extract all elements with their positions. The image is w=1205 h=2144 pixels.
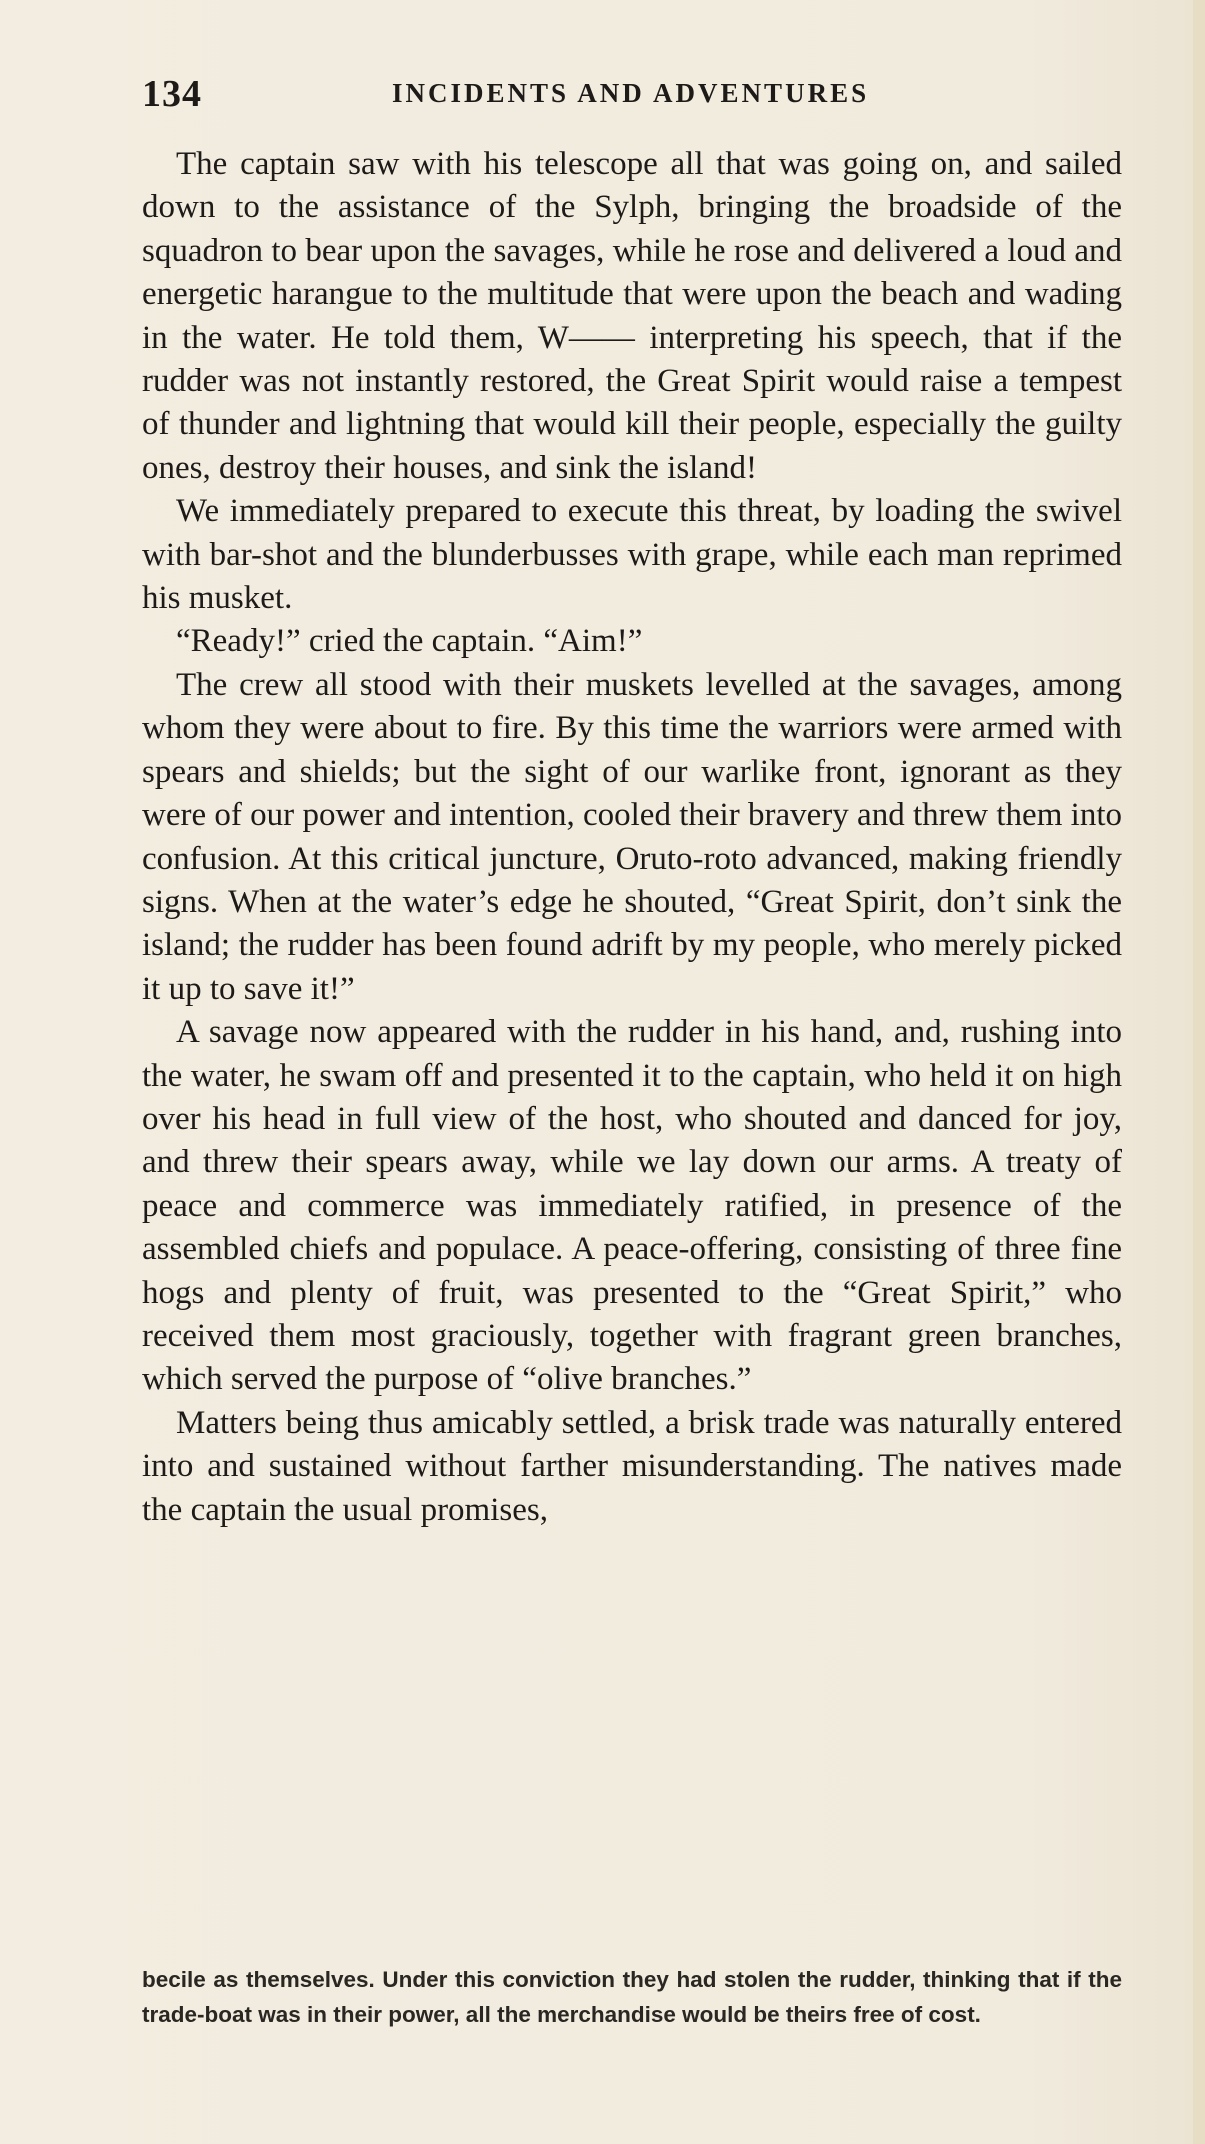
running-head (142, 72, 1142, 122)
paragraph: We immediately prepared to execute this threat, by loading the swivel with bar-shot and the blunderbusses with grape, while each man reprimed his musket. (142, 493, 1122, 617)
footnote (142, 1962, 1122, 2032)
paragraph: A savage now appeared with the rudder in his hand, and, rushing into the water, he swam off and presented it to the captain, who held it on high over his head in full view of the host, who shouted and danced for joy, and threw their spears away, while we lay down our arms. A treaty of peace and commerce was immediately ratified, in presence of the assembled chiefs and populace. A peace-offering, consisting of three fine hogs and plenty of fruit, was presented to the “Great Spirit,” who received them most graciously, together with fragrant green branches, which served the purpose of “olive branches.” (142, 1014, 1122, 1398)
paragraph: “Ready!” cried the captain. “Aim!” (176, 623, 643, 660)
paragraph: Matters being thus amicably settled, a brisk trade was naturally entered into and sustained without farther misunderstanding. The natives made the captain the usual promises, (142, 1404, 1122, 1528)
paragraph: The crew all stood with their muskets levelled at the savages, among whom they were about to fire. By this time the warriors were armed with spears and shields; but the sight of our warlike front, ignorant as they were of our power and intention, cooled their bravery and threw them into confusion. At this critical juncture, Oruto-roto advanced, making friendly signs. When at the water’s edge he shouted, “Great Spirit, don’t sink the island; the rudder has been found adrift by my people, who merely picked it up to save it!” (142, 666, 1122, 1007)
page-number: 134 (142, 73, 202, 115)
paragraph: The captain saw with his telescope all that was going on, and sailed down to the assistance of the Sylph, bringing the broadside of the squadron to bear upon the savages, while he rose and delivered a loud and energetic harangue to the multitude that were upon the beach and wading in the water. He told them, W—— interpreting his speech, that if the rudder was not instantly restored, the Great Spirit would raise a tempest of thunder and lightning that would kill their people, especially the guilty ones, destroy their houses, and sink the island! (142, 146, 1122, 486)
page-edge (1193, 0, 1205, 2144)
footnote-text: becile as themselves. Under this conviction they had stolen the rudder, thinking that if the trade-boat was in their power, all the merchandise would be theirs free of cost. (142, 1967, 1122, 2027)
body-text (142, 143, 1122, 1532)
running-title: INCIDENTS AND ADVENTURES (392, 78, 870, 108)
